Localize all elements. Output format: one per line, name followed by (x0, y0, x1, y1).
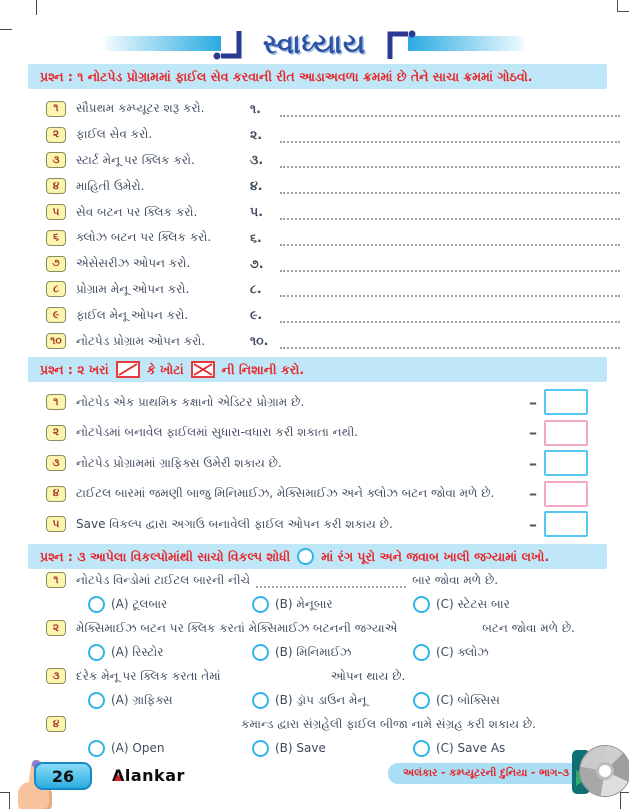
dash: – (529, 453, 537, 473)
stem-text-after: બટન જોવા મળે છે. (482, 620, 575, 635)
answer-blank-line[interactable] (256, 574, 406, 588)
option-radio-circle[interactable] (413, 692, 430, 709)
list-item (46, 148, 622, 174)
item-number-badge: ૩ (46, 152, 66, 168)
list-item (46, 302, 622, 328)
option (88, 644, 252, 661)
item-number-badge: ૯ (46, 307, 66, 323)
stem-text-before: મેક્સિમાઈઝ બટન પર ક્લિક કરતાં મેક્સિમાઈઝ બટનની જગ્યાએ (76, 620, 398, 635)
dash: – (529, 423, 537, 443)
option-radio-circle[interactable] (252, 596, 269, 613)
mcq-item (46, 616, 616, 664)
item-text: નોટપેડ પ્રોગ્રામ ઓપન કરો. (76, 333, 206, 348)
item-number-badge: ૮ (46, 281, 66, 297)
option-radio-circle[interactable] (88, 596, 105, 613)
option (88, 740, 252, 757)
option (88, 596, 252, 613)
option-label: (B) Save (275, 741, 326, 755)
list-item (46, 251, 622, 277)
item-text: એસેસરીઝ ઓપન કરો. (76, 256, 191, 271)
option (252, 596, 413, 613)
answer-blank-line[interactable] (280, 101, 620, 117)
item-text: ફાઈલ સેવ કરો. (76, 127, 153, 142)
statement-row (46, 387, 588, 418)
true-false-answer-box[interactable] (544, 511, 588, 537)
item-text: સેવ બટન પર ક્લિક કરો. (76, 204, 198, 219)
cd-graphic (572, 744, 629, 804)
list-item (46, 328, 622, 354)
mcq-stem (46, 616, 616, 640)
mcq-item (46, 712, 616, 760)
mcq-stem (46, 568, 616, 592)
book-title: અલંકાર - કમ્પ્યૂટરની દુનિયા - ભાગ-૩ (403, 767, 569, 779)
answer-number: ૯. (250, 307, 263, 323)
statement-text: Save વિકલ્પ દ્વારા અગાઉ બનાવેલી ફાઈલ ઓપન કરી શકાય છે. (76, 516, 393, 531)
dash: – (529, 514, 537, 534)
item-number-badge: ૭ (46, 256, 66, 272)
mcq-item (46, 568, 616, 616)
answer-number: ૩. (250, 152, 264, 168)
option (88, 692, 252, 709)
option-label: (B) ડ્રૉપ ડાઉન મેનૂ (275, 692, 367, 707)
option-radio-circle[interactable] (413, 644, 430, 661)
answer-blank-line[interactable] (280, 333, 620, 349)
true-false-answer-box[interactable] (544, 389, 588, 415)
item-text: ફાઈલ મેનૂ ઓપન કરો. (76, 307, 189, 322)
title-left-decoration-icon (105, 28, 255, 62)
statement-row (46, 479, 588, 510)
answer-number: ૫. (250, 204, 263, 220)
mcq-stem (46, 664, 616, 688)
question3-header-suffix: માં રંગ પૂરો અને જવાબ ખાલી જગ્યામાં લખો. (321, 548, 550, 564)
true-false-answer-box[interactable] (544, 450, 588, 476)
list-item (46, 199, 622, 225)
answer-number: ૭. (250, 255, 264, 271)
item-number-badge: ૪ (46, 178, 66, 194)
title-banner (0, 26, 629, 64)
answer-number: ૨. (250, 126, 263, 142)
stem-text-before: નોટપેડ વિન્ડોમાં ટાઈટલ બારની નીચે (76, 572, 251, 587)
item-number-badge: ૨ (46, 127, 66, 143)
option-radio-circle[interactable] (413, 740, 430, 757)
answer-number: ૮. (250, 281, 262, 297)
mcq-options (46, 688, 616, 712)
question2-header-mid: કે ખોટાં (146, 361, 184, 377)
crop-mark (617, 11, 629, 12)
list-item (46, 225, 622, 251)
item-text: સૌપ્રથમ કમ્પ્યૂટર શરૂ કરો. (76, 101, 205, 116)
item-number-badge: ૪ (46, 486, 66, 502)
item-text: સ્ટાર્ટ મેનૂ પર ક્લિક કરો. (76, 152, 195, 167)
answer-number: ૪. (250, 178, 263, 194)
mcq-options (46, 640, 616, 664)
option (413, 740, 505, 757)
book-title-ribbon (388, 763, 584, 784)
publisher-logo (112, 766, 185, 785)
item-number-badge: ૧ (46, 572, 66, 588)
true-checkbox-icon (116, 361, 140, 378)
statement-text: નોટપેડમાં બનાવેલ ફાઈલમાં સુધારા-વધારા કરી શકાતા નથી. (76, 425, 359, 440)
option (252, 692, 413, 709)
option-radio-circle[interactable] (252, 692, 269, 709)
item-text: માહિતી ઉમેરો. (76, 178, 145, 193)
question1-list (46, 96, 622, 354)
item-number-badge: ૨ (46, 425, 66, 441)
answer-blank-line[interactable] (280, 256, 620, 272)
option-label: (C) સ્ટેટસ બાર (436, 596, 510, 611)
statement-text: ટાઈટલ બારમાં જમણી બાજુ મિનિમાઈઝ, મેક્સિમાઈઝ અને ક્લોઝ બટન જોવા મળે છે. (76, 486, 495, 501)
item-number-badge: ૪ (46, 716, 66, 732)
option-label: (C) ક્લોઝ (436, 644, 489, 659)
option-label: (B) મેનૂબાર (275, 596, 333, 611)
logo-triangle-icon (114, 774, 122, 781)
false-crossbox-icon (191, 361, 215, 378)
item-number-badge: ૧ (46, 394, 66, 410)
statement-text: નોટપેડ એક પ્રાથમિક કક્ષાનો એડિટર પ્રોગ્રામ છે. (76, 394, 305, 409)
page-number: 26 (51, 766, 75, 786)
list-item (46, 96, 622, 122)
option-radio-circle[interactable] (88, 692, 105, 709)
question2-list (46, 387, 588, 540)
item-number-badge: ૧ (46, 101, 66, 117)
answer-blank-line[interactable] (280, 230, 620, 246)
option-radio-circle[interactable] (88, 644, 105, 661)
item-text: પ્રોગ્રામ મેનૂ ઓપન કરો. (76, 281, 190, 296)
question3-list (46, 568, 616, 760)
crop-mark (9, 792, 10, 809)
true-false-answer-box[interactable] (544, 420, 588, 446)
option-label: (A) રિસ્ટોર (111, 644, 164, 659)
statement-text: નોટપેડ પ્રોગ્રામમાં ગ્રાફિક્સ ઉમેરી શકાય છે. (76, 455, 282, 470)
question2-header-prefix: પ્રશ્ન : ૨ ખરાં (40, 361, 109, 377)
question1-header-text: પ્રશ્ન : ૧ નોટપેડ પ્રોગ્રામમાં ફાઈલ સેવ કરવાની રીત આડાઅવળા ક્રમમાં છે તેને સાચા ક્રમમાં ગોઠવો. (40, 68, 533, 84)
answer-number: ૬. (250, 229, 262, 245)
item-number-badge: ૩ (46, 668, 66, 684)
item-text: ક્લોઝ બટન પર ક્લિક કરો. (76, 230, 212, 245)
answer-number: ૧૦. (250, 333, 269, 349)
mcq-stem (46, 712, 616, 736)
question3-header (28, 544, 607, 569)
item-number-badge: ૫ (46, 204, 66, 220)
option (413, 692, 500, 709)
true-false-answer-box[interactable] (544, 481, 588, 507)
option (413, 596, 510, 613)
item-number-badge: ૨ (46, 620, 66, 636)
dash: – (529, 484, 537, 504)
stem-text-after: કમાન્ડ દ્વારા સંગ્રહેલી ફાઈલ બીજા નામે સંગ્રહ કરી શકાય છે. (241, 716, 536, 731)
list-item (46, 122, 622, 148)
list-item (46, 277, 622, 303)
question1-header (28, 64, 607, 89)
list-item (46, 173, 622, 199)
statement-row (46, 418, 588, 449)
page-number-tab (34, 762, 92, 790)
option-radio-circle[interactable] (88, 740, 105, 757)
question2-header-suffix: ની નિશાની કરો. (221, 361, 305, 377)
item-number-badge: ૫ (46, 516, 66, 532)
answer-blank-line[interactable] (280, 204, 620, 220)
item-number-badge: ૬ (46, 230, 66, 246)
stem-text-before: દરેક મેનૂ પર ક્લિક કરતા તેમાં (76, 668, 221, 683)
mcq-options (46, 736, 616, 760)
answer-blank-line[interactable] (280, 152, 620, 168)
question3-header-prefix: પ્રશ્ન : ૩ આપેલા વિકલ્પોમાંથી સાચો વિકલ્પ શોધી (40, 548, 291, 564)
dash: – (529, 392, 537, 412)
option-label: (C) બોક્સિસ (436, 692, 500, 707)
stem-text-after: ઓપન થાય છે. (330, 668, 406, 683)
statement-row (46, 448, 588, 479)
publisher-name: Alankar (112, 766, 185, 785)
crop-mark (36, 0, 37, 15)
option-label: (A) ટૂલબાર (111, 596, 168, 611)
statement-row (46, 509, 588, 540)
option-label: (A) ગ્રાફિક્સ (111, 692, 173, 707)
answer-blank-line[interactable] (280, 307, 620, 323)
option (252, 740, 413, 757)
option-radio-circle[interactable] (252, 740, 269, 757)
question2-header (28, 357, 607, 382)
item-number-badge: ૧૦ (46, 333, 66, 349)
mcq-options (46, 592, 616, 616)
answer-number: ૧. (250, 100, 261, 116)
option-radio-circle[interactable] (252, 644, 269, 661)
cd-disc-icon (580, 746, 629, 796)
mcq-item (46, 664, 616, 712)
stem-text-after: બાર જોવા મળે છે. (412, 572, 499, 587)
answer-blank-line[interactable] (280, 281, 620, 297)
answer-blank-line[interactable] (280, 127, 620, 143)
option-label: (A) Open (111, 741, 165, 755)
option-radio-circle[interactable] (413, 596, 430, 613)
option-label: (B) મિનિમાઈઝ (275, 644, 352, 659)
option-label: (C) Save As (436, 741, 506, 755)
answer-blank-line[interactable] (280, 178, 620, 194)
page-title: સ્વાધ્યાય (262, 29, 367, 60)
option (252, 644, 413, 661)
fill-circle-icon (297, 548, 314, 565)
title-right-decoration-icon (374, 28, 524, 62)
cd-hole (596, 762, 614, 780)
item-number-badge: ૩ (46, 455, 66, 471)
option (413, 644, 489, 661)
